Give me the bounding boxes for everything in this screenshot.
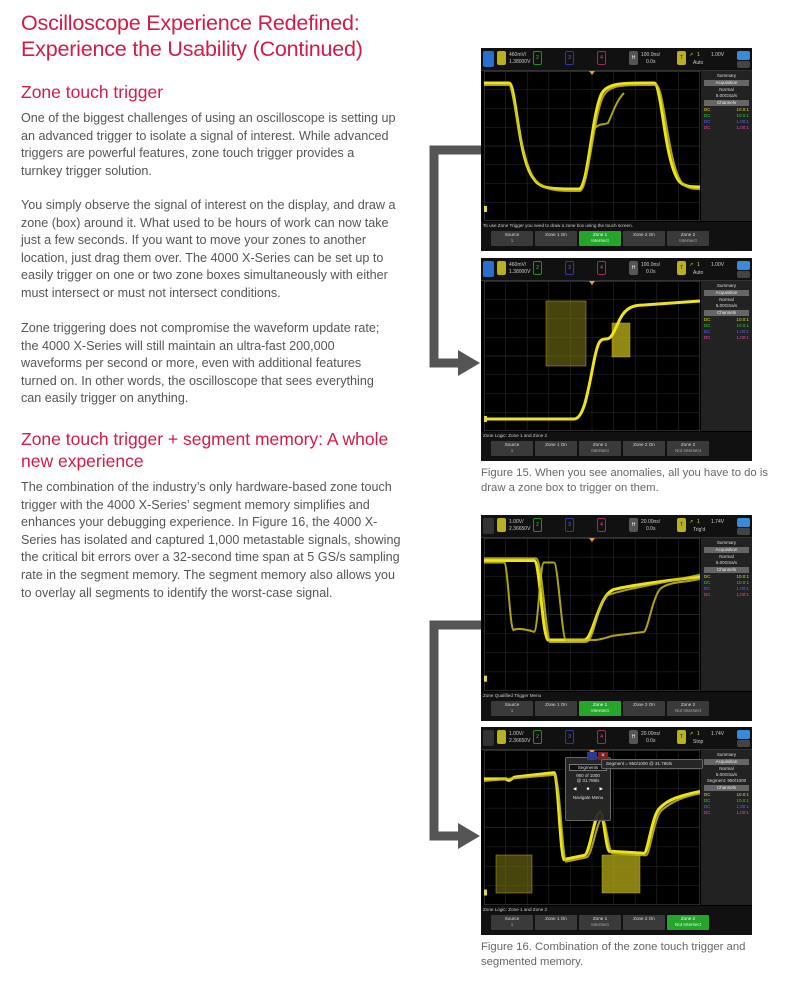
section-heading-zone-touch: Zone touch trigger xyxy=(21,82,164,102)
softkey-label: Zone 1 On xyxy=(545,232,567,237)
softkey-button[interactable] xyxy=(579,231,621,246)
timebase: 100.0ns/ xyxy=(641,262,661,268)
acquisition-header: Acquisition xyxy=(704,80,749,86)
coupling: DC xyxy=(704,574,711,579)
ground-marker xyxy=(484,416,487,422)
probe-ratio: 10.0:1 xyxy=(736,580,749,585)
coupling: DC xyxy=(704,586,711,591)
menu-icon[interactable] xyxy=(737,271,750,278)
paragraph: You simply observe the signal of interest on the display, and draw a zone (box) around it. What used to be hours of work can now take just a few seconds. If you want to move your zones to another location, just drag them over. The 4000 X-Series can be set up to easily trigger on one or two zone boxes simultaneously with either must intersect or must not intersect conditions. xyxy=(21,198,396,300)
probe-ratio: 1.00:1 xyxy=(736,335,749,340)
softkey-button[interactable] xyxy=(623,231,665,246)
scope-top-bar xyxy=(481,727,752,750)
coupling: DC xyxy=(704,125,711,130)
acquisition-header: Acquisition xyxy=(704,759,749,765)
timebase: 100.0ns/ xyxy=(641,52,661,58)
trigger-edge-icon: ↗ xyxy=(689,519,694,525)
trig-label: T xyxy=(679,522,684,528)
trigger-mode: Stop xyxy=(693,739,704,745)
segment-count: 950 of 1000 xyxy=(576,773,600,778)
channel-3-icon[interactable] xyxy=(565,730,574,744)
home-icon[interactable] xyxy=(483,518,494,534)
channel-2-icon[interactable] xyxy=(533,730,542,744)
paragraph: One of the biggest challenges of using an oscilloscope is setting up an advanced trigger to isolate a signal of interest. While advanced triggers are powerful features, zone touch trigger provides a turnkey trigger solution. xyxy=(21,111,396,178)
summary-tab[interactable]: Summary xyxy=(716,73,737,78)
coupling: DC xyxy=(704,810,711,815)
trigger-level: 1.74V xyxy=(711,731,725,737)
scope-top-bar xyxy=(481,258,752,281)
channel-4-icon[interactable] xyxy=(597,730,606,744)
softkey-label: Zone 1 xyxy=(592,702,608,707)
trigger-edge-icon: ↗ xyxy=(689,262,694,268)
summary-tab[interactable]: Summary xyxy=(716,283,737,288)
ch2-label: 2 xyxy=(536,55,539,61)
acquisition-header: Acquisition xyxy=(704,290,749,296)
segment-time: @ 31.786ls xyxy=(576,778,600,783)
ch2-label: 2 xyxy=(536,522,539,528)
channel-row xyxy=(701,125,752,131)
softkey-sub: 1 xyxy=(510,238,514,243)
trigger-source: 1 xyxy=(697,52,700,58)
horizontal-icon[interactable] xyxy=(629,730,638,744)
segment-tooltip xyxy=(601,759,703,769)
trigger-source: 1 xyxy=(697,731,700,737)
channel-3-icon[interactable] xyxy=(565,51,574,65)
ch1-offset: 1.38000V xyxy=(509,269,531,275)
sample-rate: 5.00GSa/s xyxy=(715,772,738,777)
softkeys xyxy=(481,915,709,931)
softkey-label: Zone 2 On xyxy=(633,442,655,447)
channels-header: Channels xyxy=(704,567,749,573)
softkey-label: Zone 2 xyxy=(680,442,696,447)
summary-panel xyxy=(701,538,752,691)
acquisition-mode: Normal xyxy=(719,297,734,302)
channel-row xyxy=(701,592,752,598)
coupling: DC xyxy=(704,335,711,340)
waveform-grid xyxy=(484,71,700,221)
coupling: DC xyxy=(704,592,711,597)
status-message: Zone Qualified Trigger Menu xyxy=(483,693,542,698)
stop-icon[interactable]: ■ xyxy=(586,786,590,791)
timebase: 20.00ns/ xyxy=(641,731,661,737)
ch1-scale: 1.00V/ xyxy=(509,731,524,737)
softkey-label: Zone 2 On xyxy=(633,232,655,237)
page-title-block xyxy=(21,10,396,62)
softkeys xyxy=(481,441,709,457)
trigger-source: 1 xyxy=(697,262,700,268)
softkey-button[interactable] xyxy=(667,441,709,456)
trigger-level: 1.74V xyxy=(711,519,725,525)
home-icon[interactable] xyxy=(483,261,494,277)
ch1-offset: 2.36650V xyxy=(509,526,531,532)
ch1-scale: 1.00V/ xyxy=(509,519,524,525)
zone-box xyxy=(602,855,640,893)
trigger-edge-icon: ↗ xyxy=(689,731,694,737)
coupling: DC xyxy=(704,119,711,124)
softkey-bar xyxy=(481,692,752,721)
trigger-level: 1.00V xyxy=(711,52,725,58)
acquisition-header: Acquisition xyxy=(704,547,749,553)
channel-1-icon[interactable] xyxy=(497,518,506,532)
delay: 0.0s xyxy=(646,269,656,275)
page-title xyxy=(21,10,396,62)
page-title-line1: Oscilloscope Experience Redefined: xyxy=(21,11,360,35)
trig-label: T xyxy=(679,265,684,271)
display-icon[interactable] xyxy=(737,51,750,60)
ground-marker xyxy=(484,890,487,896)
ground-marker xyxy=(484,206,487,212)
softkey-label: Source xyxy=(504,232,520,237)
coupling: DC xyxy=(704,323,711,328)
segment-nav-controls xyxy=(568,786,608,792)
ch4-label: 4 xyxy=(600,55,603,61)
trig-label: T xyxy=(679,55,684,61)
scope-screen-4 xyxy=(481,727,752,935)
paragraph: Zone triggering does not compromise the waveform update rate; the 4000 X-Series will still maintain an ultra-fast 200,000 waveforms per second or more, even with additional features turned on. In other words, the oscilloscope that sees everything can easily trigger on anything. xyxy=(21,321,380,406)
softkey-button[interactable] xyxy=(491,441,533,456)
softkey-sub: Not Intersect xyxy=(674,448,702,453)
popup-window-icon[interactable] xyxy=(587,752,597,760)
coupling: DC xyxy=(704,792,711,797)
scope-screen-1 xyxy=(481,48,752,251)
channels-header: Channels xyxy=(704,100,749,106)
channels-header: Channels xyxy=(704,310,749,316)
channel-2-icon[interactable] xyxy=(533,51,542,65)
acquisition-mode: Normal xyxy=(719,766,734,771)
waveform-grid xyxy=(484,281,700,431)
arrow-connector-icon xyxy=(428,145,484,380)
acquisition-mode: Normal xyxy=(719,554,734,559)
softkey-label: Zone 1 xyxy=(592,442,608,447)
next-segment-icon[interactable]: ▶ xyxy=(599,786,603,791)
home-icon[interactable] xyxy=(483,51,494,67)
trigger-mode: Trig'd xyxy=(693,527,706,533)
delay: 0.0s xyxy=(646,738,656,744)
softkey-button[interactable] xyxy=(535,231,577,246)
coupling: DC xyxy=(704,804,711,809)
ch4-label: 4 xyxy=(600,265,603,271)
probe-ratio: 10.0:1 xyxy=(736,317,749,322)
trigger-icon[interactable] xyxy=(677,51,686,65)
softkey-sub: Intersect xyxy=(591,708,609,713)
status-message: Zone Logic: Zone 1 and Zone 2 xyxy=(483,907,548,912)
channel-1-icon[interactable] xyxy=(497,51,506,65)
probe-ratio: 10.0:1 xyxy=(736,574,749,579)
softkey-button[interactable] xyxy=(579,441,621,456)
status-message: To use Zone Trigger you need to draw a zone box using the touch screen. xyxy=(483,223,633,228)
menu-icon[interactable] xyxy=(737,61,750,68)
display-icon[interactable] xyxy=(737,730,750,739)
softkey-label: Zone 2 xyxy=(680,702,696,707)
ch2-label: 2 xyxy=(536,265,539,271)
softkey-label: Zone 1 On xyxy=(545,916,567,921)
channels-header: Channels xyxy=(704,785,749,791)
display-icon[interactable] xyxy=(737,261,750,270)
trig-label: T xyxy=(679,734,684,740)
probe-ratio: 10.0:1 xyxy=(736,113,749,118)
summary-tab[interactable]: Summary xyxy=(716,752,737,757)
softkey-sub: Not Intersect xyxy=(674,708,702,713)
scope-screen-2 xyxy=(481,258,752,461)
figure-16-caption: Figure 16. Combination of the zone touch trigger and segmented memory. xyxy=(481,941,746,968)
trigger-mode: Auto xyxy=(693,270,704,276)
menu-icon[interactable] xyxy=(737,740,750,747)
probe-ratio: 10.0:1 xyxy=(736,107,749,112)
probe-ratio: 1.00:1 xyxy=(736,592,749,597)
softkey-sub: Intersect xyxy=(591,922,609,927)
ch1-scale: 460mV/ xyxy=(509,262,527,268)
delay: 0.0s xyxy=(646,526,656,532)
probe-ratio: 10.0:1 xyxy=(736,792,749,797)
probe-ratio: 1.00:1 xyxy=(736,329,749,334)
coupling: DC xyxy=(704,317,711,322)
channel-1-icon[interactable] xyxy=(497,730,506,744)
sample-rate: 5.00GSa/s xyxy=(715,303,738,308)
home-icon[interactable] xyxy=(483,730,494,746)
sample-rate: 5.00GSa/s xyxy=(715,93,738,98)
softkey-button[interactable] xyxy=(491,701,533,716)
ch1-offset: 1.38000V xyxy=(509,59,531,65)
channel-3-icon[interactable] xyxy=(565,518,574,532)
channel-2-icon[interactable] xyxy=(533,518,542,532)
softkey-bar xyxy=(481,906,752,935)
coupling: DC xyxy=(704,113,711,118)
probe-ratio: 1.00:1 xyxy=(736,810,749,815)
coupling: DC xyxy=(704,798,711,803)
softkey-sub: 1 xyxy=(510,922,514,927)
trigger-icon[interactable] xyxy=(677,518,686,532)
channel-2-icon[interactable] xyxy=(533,261,542,275)
zone-box xyxy=(496,855,532,893)
softkey-label: Zone 2 xyxy=(680,232,696,237)
acquisition-mode: Normal xyxy=(719,87,734,92)
h-label: H xyxy=(631,734,636,740)
softkey-label: Zone 1 xyxy=(592,916,608,921)
probe-ratio: 10.0:1 xyxy=(736,798,749,803)
softkey-bar xyxy=(481,222,752,251)
ch2-label: 2 xyxy=(536,734,539,740)
channel-1-icon[interactable] xyxy=(497,261,506,275)
channel-4-icon[interactable] xyxy=(597,51,606,65)
channel-4-icon[interactable] xyxy=(597,518,606,532)
coupling: DC xyxy=(704,580,711,585)
page-title-line2: Experience the Usability (Continued) xyxy=(21,37,363,61)
softkey-button[interactable] xyxy=(491,915,533,930)
h-label: H xyxy=(631,522,636,528)
probe-ratio: 1.00:1 xyxy=(736,586,749,591)
softkey-sub: Intersect xyxy=(679,238,697,243)
softkey-label: Zone 1 On xyxy=(545,702,567,707)
probe-ratio: 1.00:1 xyxy=(736,119,749,124)
softkey-label: Zone 2 On xyxy=(633,916,655,921)
softkey-button[interactable] xyxy=(623,701,665,716)
softkey-sub: 1 xyxy=(510,708,514,713)
ch3-label: 3 xyxy=(568,734,571,740)
ch1-scale: 460mV/ xyxy=(509,52,527,58)
probe-ratio: 1.00:1 xyxy=(736,125,749,130)
paragraph: The combination of the industry’s only hardware-based zone touch trigger with the 4000 X-Series’ segment memory simplifies and enhances your debugging experience. In Figure 16, the 4000 X-Series has isolated and captured 1,000 metastable signals, showing the critical bit errors over a 32-second time span at 5 GS/s sampling rate in the segment memory. The segment memory also allows you to overlay all segments to identify the worst-case signal. xyxy=(21,480,401,600)
softkey-label: Zone 1 On xyxy=(545,442,567,447)
ch4-label: 4 xyxy=(600,734,603,740)
softkey-label: Source xyxy=(504,442,520,447)
h-label: H xyxy=(631,55,636,61)
status-message: Zone Logic: Zone 1 and Zone 2 xyxy=(483,433,548,438)
probe-ratio: 1.00:1 xyxy=(736,804,749,809)
trigger-edge-icon: ↗ xyxy=(689,52,694,58)
ch4-label: 4 xyxy=(600,522,603,528)
trigger-icon[interactable] xyxy=(677,730,686,744)
channel-4-icon[interactable] xyxy=(597,261,606,275)
scope-screen-3 xyxy=(481,515,752,721)
softkey-sub: 1 xyxy=(510,448,514,453)
scope-top-bar xyxy=(481,48,752,71)
arrow-connector-icon xyxy=(428,620,484,855)
ch3-label: 3 xyxy=(568,522,571,528)
softkey-sub: Not Intersect xyxy=(674,922,702,927)
segment-info: Segment: 950/1000 xyxy=(706,778,747,783)
probe-ratio: 10.0:1 xyxy=(736,323,749,328)
close-icon[interactable]: × xyxy=(598,752,608,760)
trigger-mode: Auto xyxy=(693,60,704,66)
channel-row xyxy=(701,335,752,341)
summary-panel xyxy=(701,281,752,431)
channel-3-icon[interactable] xyxy=(565,261,574,275)
softkey-button[interactable] xyxy=(579,701,621,716)
previous-segment-icon[interactable]: ◀ xyxy=(573,786,577,791)
timebase: 20.00ns/ xyxy=(641,519,661,525)
summary-panel xyxy=(701,71,752,221)
display-icon[interactable] xyxy=(737,518,750,527)
softkey-sub: Intersect xyxy=(591,238,609,243)
summary-panel xyxy=(701,750,752,905)
sample-rate: 5.00GSa/s xyxy=(715,560,738,565)
softkey-label: Zone 1 xyxy=(592,232,608,237)
coupling: DC xyxy=(704,107,711,112)
softkey-label: Zone 2 xyxy=(680,916,696,921)
softkey-bar xyxy=(481,432,752,461)
softkey-button[interactable] xyxy=(535,915,577,930)
softkey-button[interactable] xyxy=(667,231,709,246)
zone-box xyxy=(546,301,586,366)
softkey-button[interactable] xyxy=(579,915,621,930)
softkey-button[interactable] xyxy=(535,441,577,456)
channel-row xyxy=(701,810,752,816)
summary-tab[interactable]: Summary xyxy=(716,540,737,545)
softkey-sub: Intersect xyxy=(591,448,609,453)
h-label: H xyxy=(631,265,636,271)
scope-top-bar xyxy=(481,515,752,538)
horizontal-icon[interactable] xyxy=(629,518,638,532)
ch3-label: 3 xyxy=(568,55,571,61)
waveform-grid xyxy=(484,538,700,691)
figure-15-caption: Figure 15. When you see anomalies, all you have to do is draw a zone box to trigger on them. xyxy=(481,467,768,494)
segment-tooltip-text: Segment = 950/1000 @ 31.786ls xyxy=(606,761,672,766)
trigger-source: 1 xyxy=(697,519,700,525)
trigger-icon[interactable] xyxy=(677,261,686,275)
softkey-label: Zone 2 On xyxy=(633,702,655,707)
ground-marker xyxy=(484,676,487,682)
softkeys xyxy=(481,701,709,717)
navigate-menu-button[interactable]: Navigate Menu xyxy=(572,795,604,800)
softkey-button[interactable] xyxy=(667,915,709,930)
softkey-button[interactable] xyxy=(535,701,577,716)
segments-label[interactable]: Segments xyxy=(569,764,607,771)
softkey-label: Source xyxy=(504,702,520,707)
softkey-button[interactable] xyxy=(491,231,533,246)
section-heading-segment-memory: Zone touch trigger + segment memory: A whole new experience xyxy=(21,429,389,471)
ch3-label: 3 xyxy=(568,265,571,271)
softkey-label: Source xyxy=(504,916,520,921)
softkey-button[interactable] xyxy=(623,915,665,930)
coupling: DC xyxy=(704,329,711,334)
ch1-offset: 2.36650V xyxy=(509,738,531,744)
softkeys xyxy=(481,231,709,247)
delay: 0.0s xyxy=(646,59,656,65)
horizontal-icon[interactable] xyxy=(629,51,638,65)
menu-icon[interactable] xyxy=(737,528,750,535)
softkey-button[interactable] xyxy=(623,441,665,456)
softkey-button[interactable] xyxy=(667,701,709,716)
horizontal-icon[interactable] xyxy=(629,261,638,275)
trigger-level: 1.00V xyxy=(711,262,725,268)
